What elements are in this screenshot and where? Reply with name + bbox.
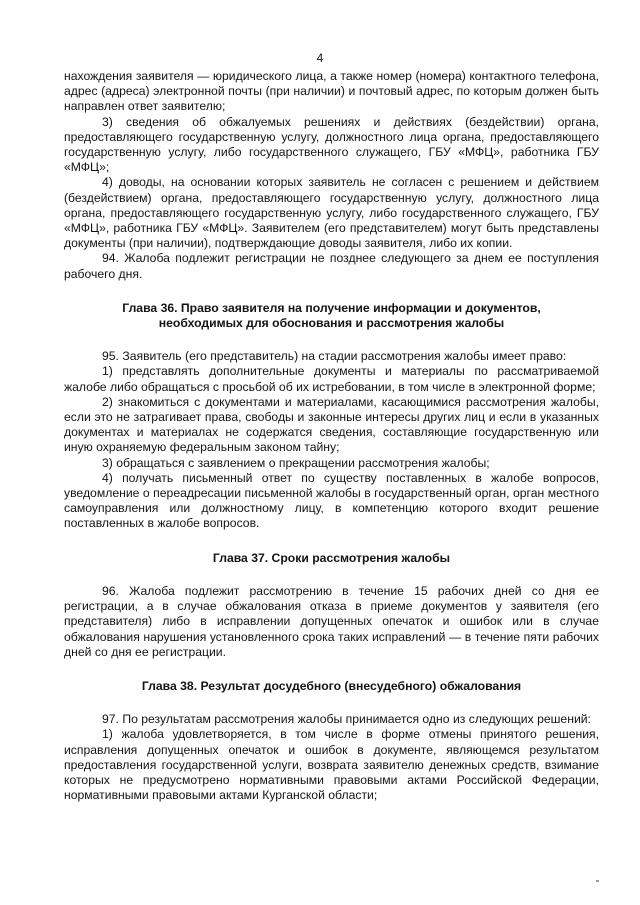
paragraph-95-item-1: 1) представлять дополнительные документы и материалы по рассматриваемой жалобе либо обращаться с просьбой об их истребовании, в том числе в электронной форме; [64, 364, 599, 394]
document-body [64, 69, 599, 803]
paragraph-continuation: нахождения заявителя — юридического лица, а также номер (номера) контактного телефона, адрес (адреса) электронной почты (при наличии) и почтовый адрес, по которым должен быть направлен ответ заявителю; [64, 69, 599, 114]
spacer [64, 694, 599, 712]
chapter-38-heading: Глава 38. Результат досудебного (внесудебного) обжалования [141, 678, 522, 693]
paragraph-95-item-3: 3) обращаться с заявлением о прекращении рассмотрения жалобы; [102, 455, 490, 470]
spacer [64, 660, 599, 679]
spacer [64, 566, 599, 584]
paragraph-97-item-1: 1) жалоба удовлетворяется, в том числе в форме отмены принятого решения, исправления допущенных опечаток и ошибок в документе, являющемся результатом предоставления государственной услуги, возврата заявителю денежных средств, взимание которых не предусмотрено нормативными правовыми актами Российской Федерации, нормативными правовыми актами Курганской области; [64, 727, 599, 803]
paragraph-94: 94. Жалоба подлежит регистрации не позднее следующего за днем ее поступления рабочего дня. [64, 251, 599, 281]
paragraph-item-3: 3) сведения об обжалуемых решениях и действиях (бездействии) органа, предоставляющего государственную услугу, должностного лица органа, предоставляющего государственную услугу, либо государственного служащего, ГБУ «МФЦ», работника ГБУ «МФЦ»; [64, 114, 599, 175]
chapter-36-heading-line-2: необходимых для обоснования и рассмотрения жалобы [158, 316, 505, 331]
chapter-37-heading: Глава 37. Сроки рассмотрения жалобы [212, 550, 451, 565]
page-number: 4 [316, 51, 324, 65]
spacer [64, 331, 599, 349]
scan-speck [596, 880, 599, 882]
spacer [64, 282, 599, 301]
paragraph-item-4: 4) доводы, на основании которых заявитель не согласен с решением и действием (бездействием) органа, предоставляющего государственную услугу, должностного лица органа, предоставляющего государственную услугу, либо государственного служащего, ГБУ «МФЦ», работника ГБУ «МФЦ». Заявителем (его представителем) могут быть представлены документы (при наличии), подтверждающие доводы заявителя, либо их копии. [64, 175, 599, 251]
chapter-36-heading-line-1: Глава 36. Право заявителя на получение информации и документов, [122, 300, 541, 315]
spacer [64, 532, 599, 551]
paragraph-95-item-4: 4) получать письменный ответ по существу поставленных в жалобе вопросов, уведомление о переадресации письменной жалобы в государственный орган, орган местного самоуправления или должностному лицу, в компетенцию которого входит решение поставленных в жалобе вопросов. [64, 470, 599, 531]
paragraph-95-item-2: 2) знакомиться с документами и материалами, касающимися рассмотрения жалобы, если это не затрагивает права, свободы и законные интересы других лиц и если в указанных документах и материалах не содержатся сведения, составляющие государственную или иную охраняемую федеральным законом тайну; [64, 394, 599, 455]
paragraph-97: 97. По результатам рассмотрения жалобы принимается одно из следующих решений: [102, 712, 591, 727]
paragraph-96: 96. Жалоба подлежит рассмотрению в течение 15 рабочих дней со дня ее регистрации, а в случае обжалования отказа в приеме документов у заявителя (его представителя) либо в исправлении допущенных опечаток и ошибок или в случае обжалования нарушения установленного срока таких исправлений — в течение пяти рабочих дней со дня ее регистрации. [64, 583, 599, 659]
paragraph-95: 95. Заявитель (его представитель) на стадии рассмотрения жалобы имеет право: [102, 349, 567, 364]
